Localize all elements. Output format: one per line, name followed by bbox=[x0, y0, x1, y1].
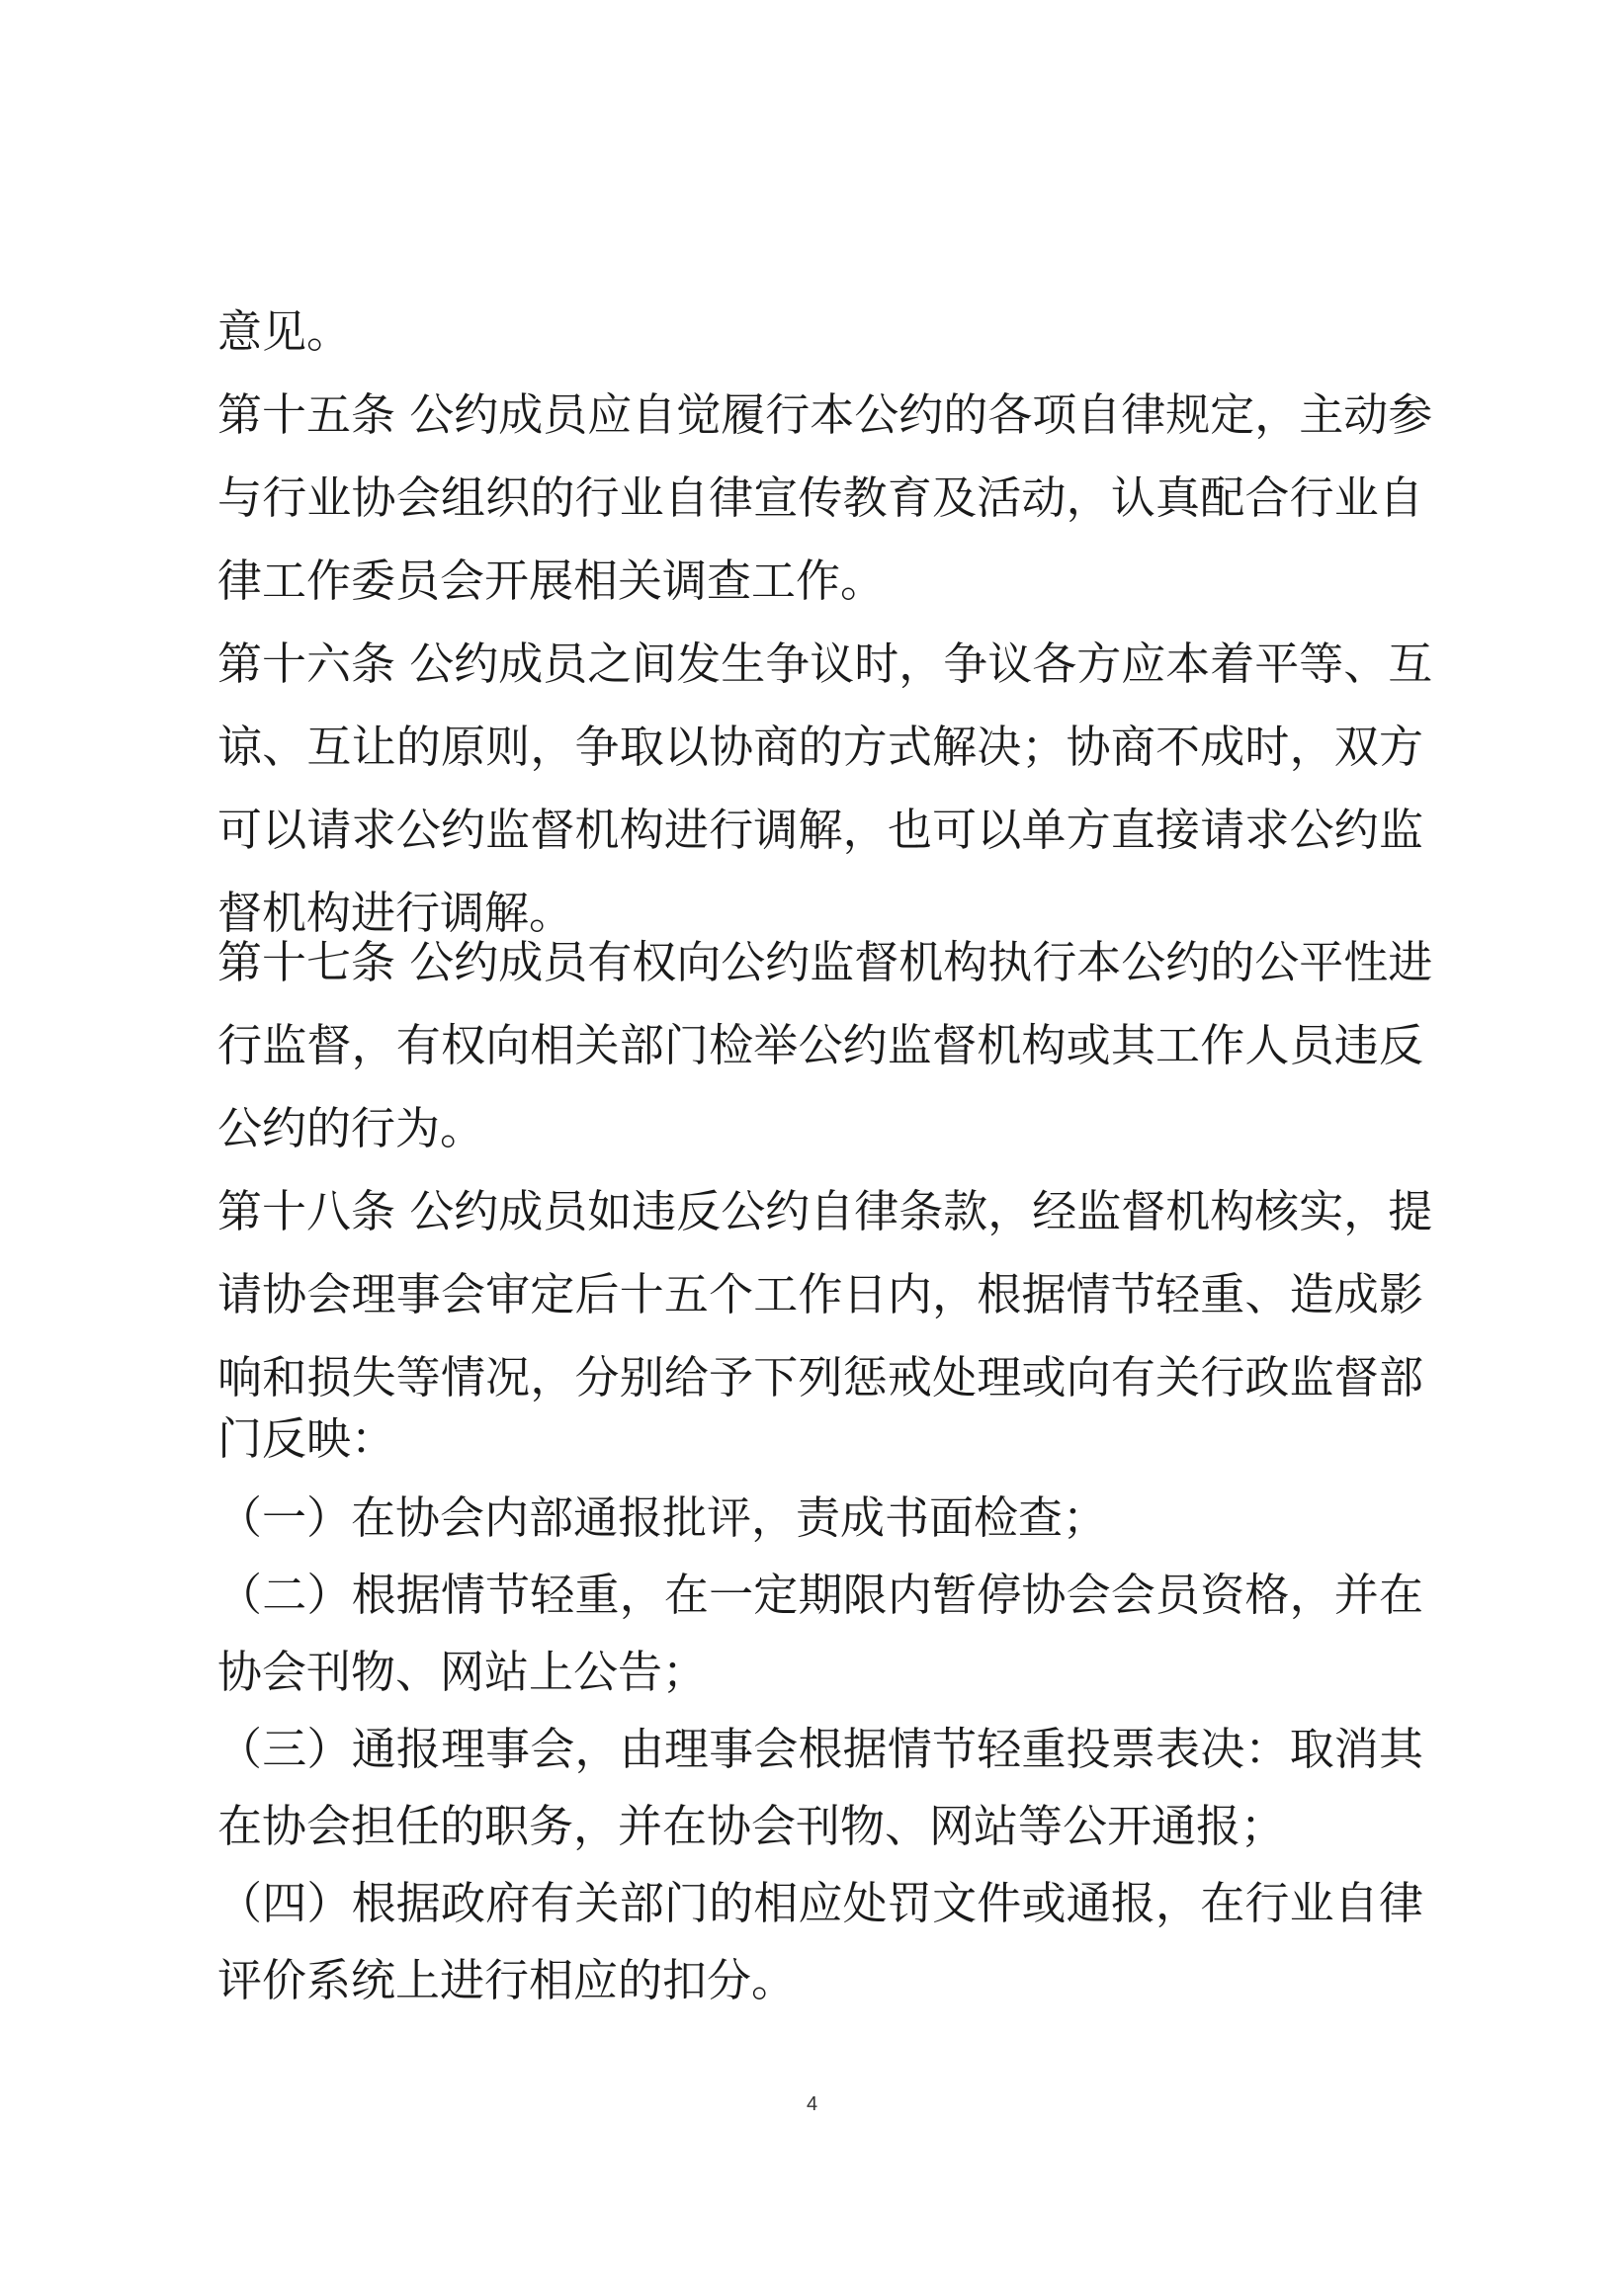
text-line: 公约的行为。 bbox=[217, 1102, 485, 1154]
list-item-4: （四）根据政府有关部门的相应处罚文件或通报，在行业自律 bbox=[217, 1877, 1423, 1929]
text-line: 律工作委员会开展相关调查工作。 bbox=[217, 554, 886, 607]
text-line: 协会刊物、网站上公告； bbox=[217, 1646, 708, 1698]
text-line: 评价系统上进行相应的扣分。 bbox=[217, 1954, 797, 2006]
text-line: 可以请求公约监督机构进行调解，也可以单方直接请求公约监 bbox=[217, 804, 1423, 856]
text-line: 请协会理事会审定后十五个工作日内，根据情节轻重、造成影 bbox=[217, 1268, 1423, 1320]
list-item-2: （二）根据情节轻重，在一定期限内暂停协会会员资格，并在 bbox=[217, 1569, 1423, 1621]
text-line: 督机构进行调解。 bbox=[217, 887, 574, 939]
article-18-line: 第十八条 公约成员如违反公约自律条款，经监督机构核实，提 bbox=[217, 1185, 1433, 1237]
article-16-line: 第十六条 公约成员之间发生争议时，争议各方应本着平等、互 bbox=[217, 638, 1433, 690]
list-item-1: （一）在协会内部通报批评，责成书面检查； bbox=[217, 1491, 1108, 1544]
list-item-3: （三）通报理事会，由理事会根据情节轻重投票表决：取消其 bbox=[217, 1723, 1423, 1775]
text-line: 与行业协会组织的行业自律宣传教育及活动，认真配合行业自 bbox=[217, 471, 1423, 524]
text-line: 行监督，有权向相关部门检举公约监督机构或其工作人员违反 bbox=[217, 1019, 1423, 1071]
text-line: 响和损失等情况，分别给予下列惩戒处理或向有关行政监督部 bbox=[217, 1351, 1423, 1403]
text-line: 谅、互让的原则，争取以协商的方式解决；协商不成时，双方 bbox=[217, 721, 1423, 773]
text-line: 在协会担任的职务，并在协会刊物、网站等公开通报； bbox=[217, 1800, 1286, 1852]
text-line: 意见。 bbox=[217, 305, 352, 358]
article-17-line: 第十七条 公约成员有权向公约监督机构执行本公约的公平性进 bbox=[217, 936, 1433, 988]
article-15-line: 第十五条 公约成员应自觉履行本公约的各项自律规定，主动参 bbox=[217, 388, 1433, 441]
page-number: 4 bbox=[806, 2093, 818, 2115]
text-line: 门反映： bbox=[217, 1412, 396, 1465]
